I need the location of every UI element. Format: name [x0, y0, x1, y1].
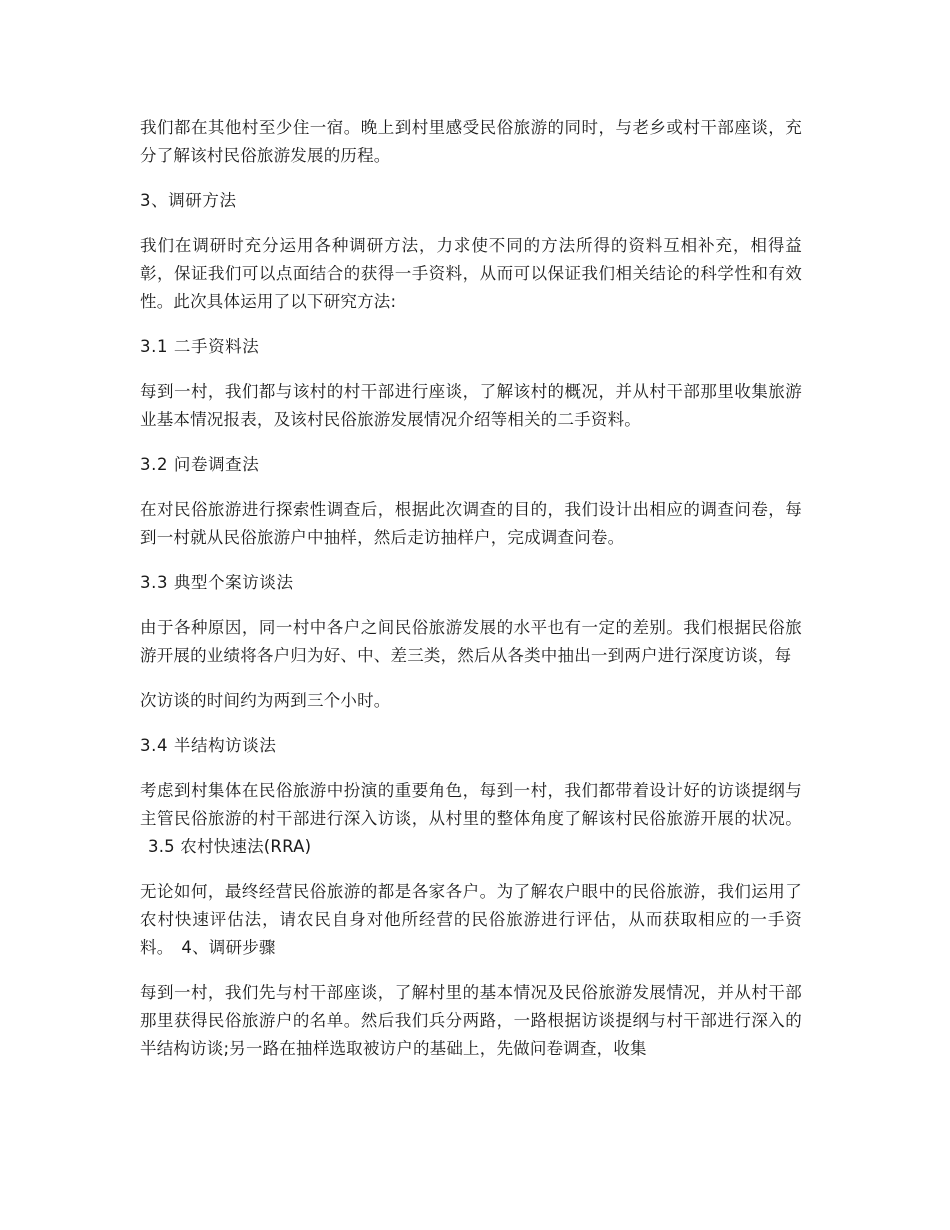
semi-structured-text: 考虑到村集体在民俗旅游中扮演的重要角色，每到一村，我们都带着设计好的访谈提纲与主管民俗旅游的村干部进行深入访谈，从村里的整体角度了解该村民俗旅游开展的状况。 — [140, 781, 802, 828]
paragraph-methods-intro: 我们在调研时充分运用各种调研方法，力求使不同的方法所得的资料互相补充，相得益彰，保证我们可以点面结合的获得一手资料，从而可以保证我们相关结论的科学性和有效性。此次具体运用了以下研究方法: — [140, 236, 802, 311]
paragraph-stay-overnight: 我们都在其他村至少住一宿。晚上到村里感受民俗旅游的同时，与老乡或村干部座谈，充分了解该村民俗旅游发展的历程。 — [140, 118, 802, 165]
paragraph-semi-structured — [140, 777, 802, 861]
heading-questionnaire: 3.2 问卷调查法 — [140, 455, 260, 474]
heading-rra: 3.5 农村快速法(RRA) — [148, 837, 312, 856]
heading-semi-structured: 3.4 半结构访谈法 — [140, 736, 277, 755]
paragraph-questionnaire: 在对民俗旅游进行探索性调查后，根据此次调查的目的，我们设计出相应的调查问卷，每到一村就从民俗旅游户中抽样，然后走访抽样户，完成调查问卷。 — [140, 500, 802, 547]
paragraph-case-interview: 由于各种原因，同一村中各户之间民俗旅游发展的水平也有一定的差别。我们根据民俗旅游开展的业绩将各户归为好、中、差三类，然后从各类中抽出一到两户进行深度访谈，每 — [140, 618, 802, 665]
heading-research-methods: 3、调研方法 — [140, 191, 237, 210]
rra-text: 无论如何，最终经营民俗旅游的都是各家各户。为了解农户眼中的民俗旅游，我们运用了农村快速评估法，请农民自身对他所经营的民俗旅游进行评估，从而获取相应的一手资料。 — [140, 882, 802, 957]
document-body — [140, 114, 802, 1080]
paragraph-rra — [140, 878, 802, 962]
paragraph-research-steps: 每到一村，我们先与村干部座谈，了解村里的基本情况及民俗旅游发展情况，并从村干部那里获得民俗旅游户的名单。然后我们兵分两路，一路根据访谈提纲与村干部进行深入的半结构访谈;另一路在抽样选取被访户的基础上，先做问卷调查，收集 — [140, 983, 802, 1058]
heading-case-interview: 3.3 典型个案访谈法 — [140, 573, 294, 592]
paragraph-interview-duration: 次访谈的时间约为两到三个小时。 — [140, 691, 391, 710]
heading-research-steps: 4、调研步骤 — [181, 938, 276, 957]
heading-secondary-data: 3.1 二手资料法 — [140, 337, 260, 356]
paragraph-secondary-data: 每到一村，我们都与该村的村干部进行座谈，了解该村的概况，并从村干部那里收集旅游业基本情况报表，及该村民俗旅游发展情况介绍等相关的二手资料。 — [140, 382, 802, 429]
